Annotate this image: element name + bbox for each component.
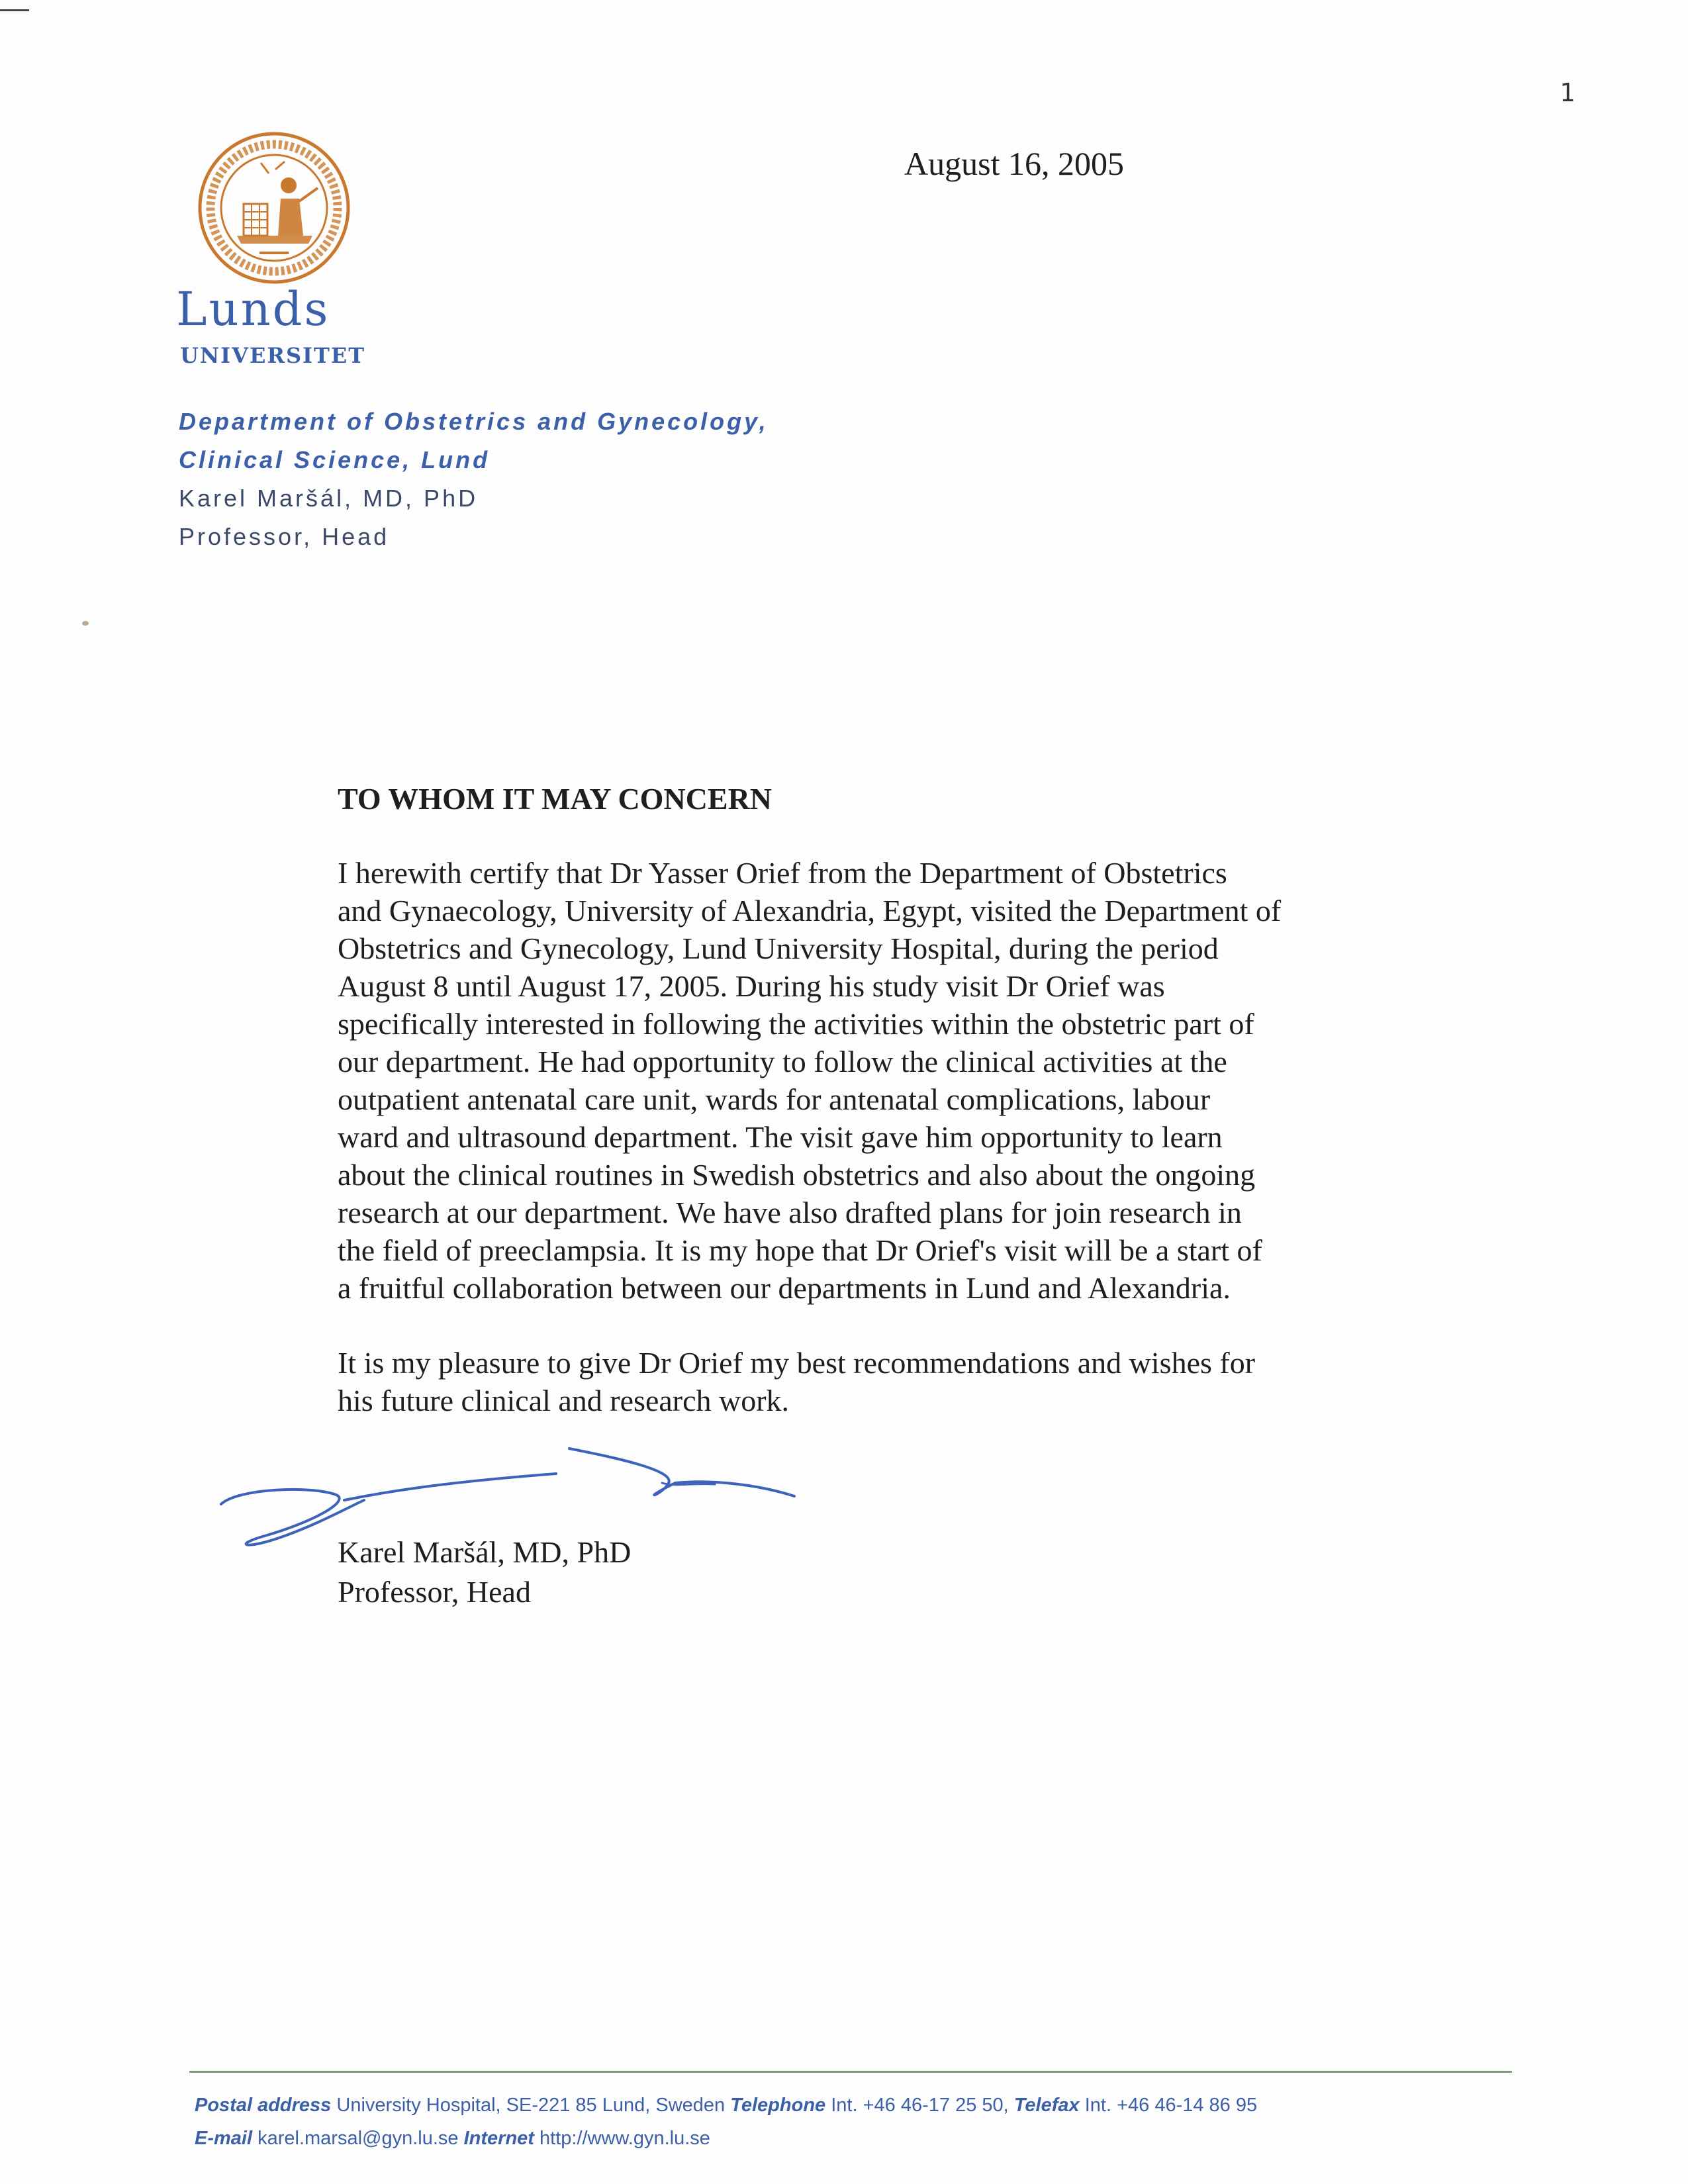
paragraph-line: ward and ultrasound department. The visit gave him opportunity to learn: [338, 1120, 1223, 1154]
telephone-label: Telephone: [730, 2095, 826, 2116]
paragraph-line: I herewith certify that Dr Yasser Orief from the Department of Obstetrics: [338, 856, 1227, 890]
postal-address-value: University Hospital, SE-221 85 Lund, Sweden: [336, 2095, 726, 2116]
paragraph-line: and Gynaecology, University of Alexandria, Egypt, visited the Department of: [338, 894, 1282, 927]
internet-value: http://www.gyn.lu.se: [539, 2128, 710, 2149]
body-paragraph-1: [338, 854, 1357, 1307]
letter-date: August 16, 2005: [904, 145, 1124, 182]
signatory-name: Karel Maršál, MD, PhD: [338, 1535, 632, 1569]
paragraph-line: research at our department. We have also drafted plans for join research in: [338, 1196, 1242, 1229]
footer-contact-line-2: [195, 2128, 710, 2150]
letterhead-person-name: Karel Maršál, MD, PhD: [179, 485, 479, 512]
paragraph-line: specifically interested in following the activities within the obstetric part of: [338, 1007, 1254, 1041]
signatory-title: Professor, Head: [338, 1575, 531, 1609]
telefax-value: Int. +46 46-14 86 95: [1084, 2095, 1258, 2116]
email-value: karel.marsal@gyn.lu.se: [258, 2128, 459, 2149]
department-name: Department of Obstetrics and Gynecology,: [179, 408, 769, 435]
footer-divider: [189, 2071, 1512, 2073]
university-seal-icon: [196, 130, 352, 286]
postal-address-label: Postal address: [195, 2095, 332, 2116]
page-number: 1: [1560, 78, 1575, 107]
letterhead-person-title: Professor, Head: [179, 523, 390, 550]
paragraph-line: outpatient antenatal care unit, wards for antenatal complications, labour: [338, 1082, 1211, 1116]
paragraph-line: Obstetrics and Gynecology, Lund University Hospital, during the period: [338, 931, 1219, 965]
telefax-label: Telefax: [1013, 2095, 1080, 2116]
salutation-heading: TO WHOM IT MAY CONCERN: [338, 782, 773, 816]
paragraph-line: the field of preeclampsia. It is my hope that Dr Orief's visit will be a start of: [338, 1233, 1262, 1267]
paragraph-line: our department. He had opportunity to follow the clinical activities at the: [338, 1045, 1227, 1078]
paragraph-line: It is my pleasure to give Dr Orief my best recommendations and wishes for: [338, 1346, 1256, 1380]
paragraph-line: about the clinical routines in Swedish obstetrics and also about the ongoing: [338, 1158, 1256, 1192]
footer-contact-line-1: [195, 2095, 1257, 2116]
paragraph-line: his future clinical and research work.: [338, 1384, 790, 1417]
scan-edge-mark: [0, 9, 29, 11]
paragraph-line: August 8 until August 17, 2005. During his study visit Dr Orief was: [338, 969, 1165, 1003]
paragraph-line: a fruitful collaboration between our departments in Lund and Alexandria.: [338, 1271, 1231, 1305]
scan-speck: [82, 621, 89, 626]
internet-label: Internet: [463, 2128, 534, 2149]
department-unit: Clinical Science, Lund: [179, 446, 491, 473]
email-label: E-mail: [195, 2128, 253, 2149]
logo-university-name: Lunds: [176, 282, 330, 336]
body-paragraph-2: [338, 1344, 1357, 1419]
telephone-value: Int. +46 46-17 25 50,: [831, 2095, 1009, 2116]
logo-university-subtitle: UNIVERSITET: [180, 343, 366, 368]
